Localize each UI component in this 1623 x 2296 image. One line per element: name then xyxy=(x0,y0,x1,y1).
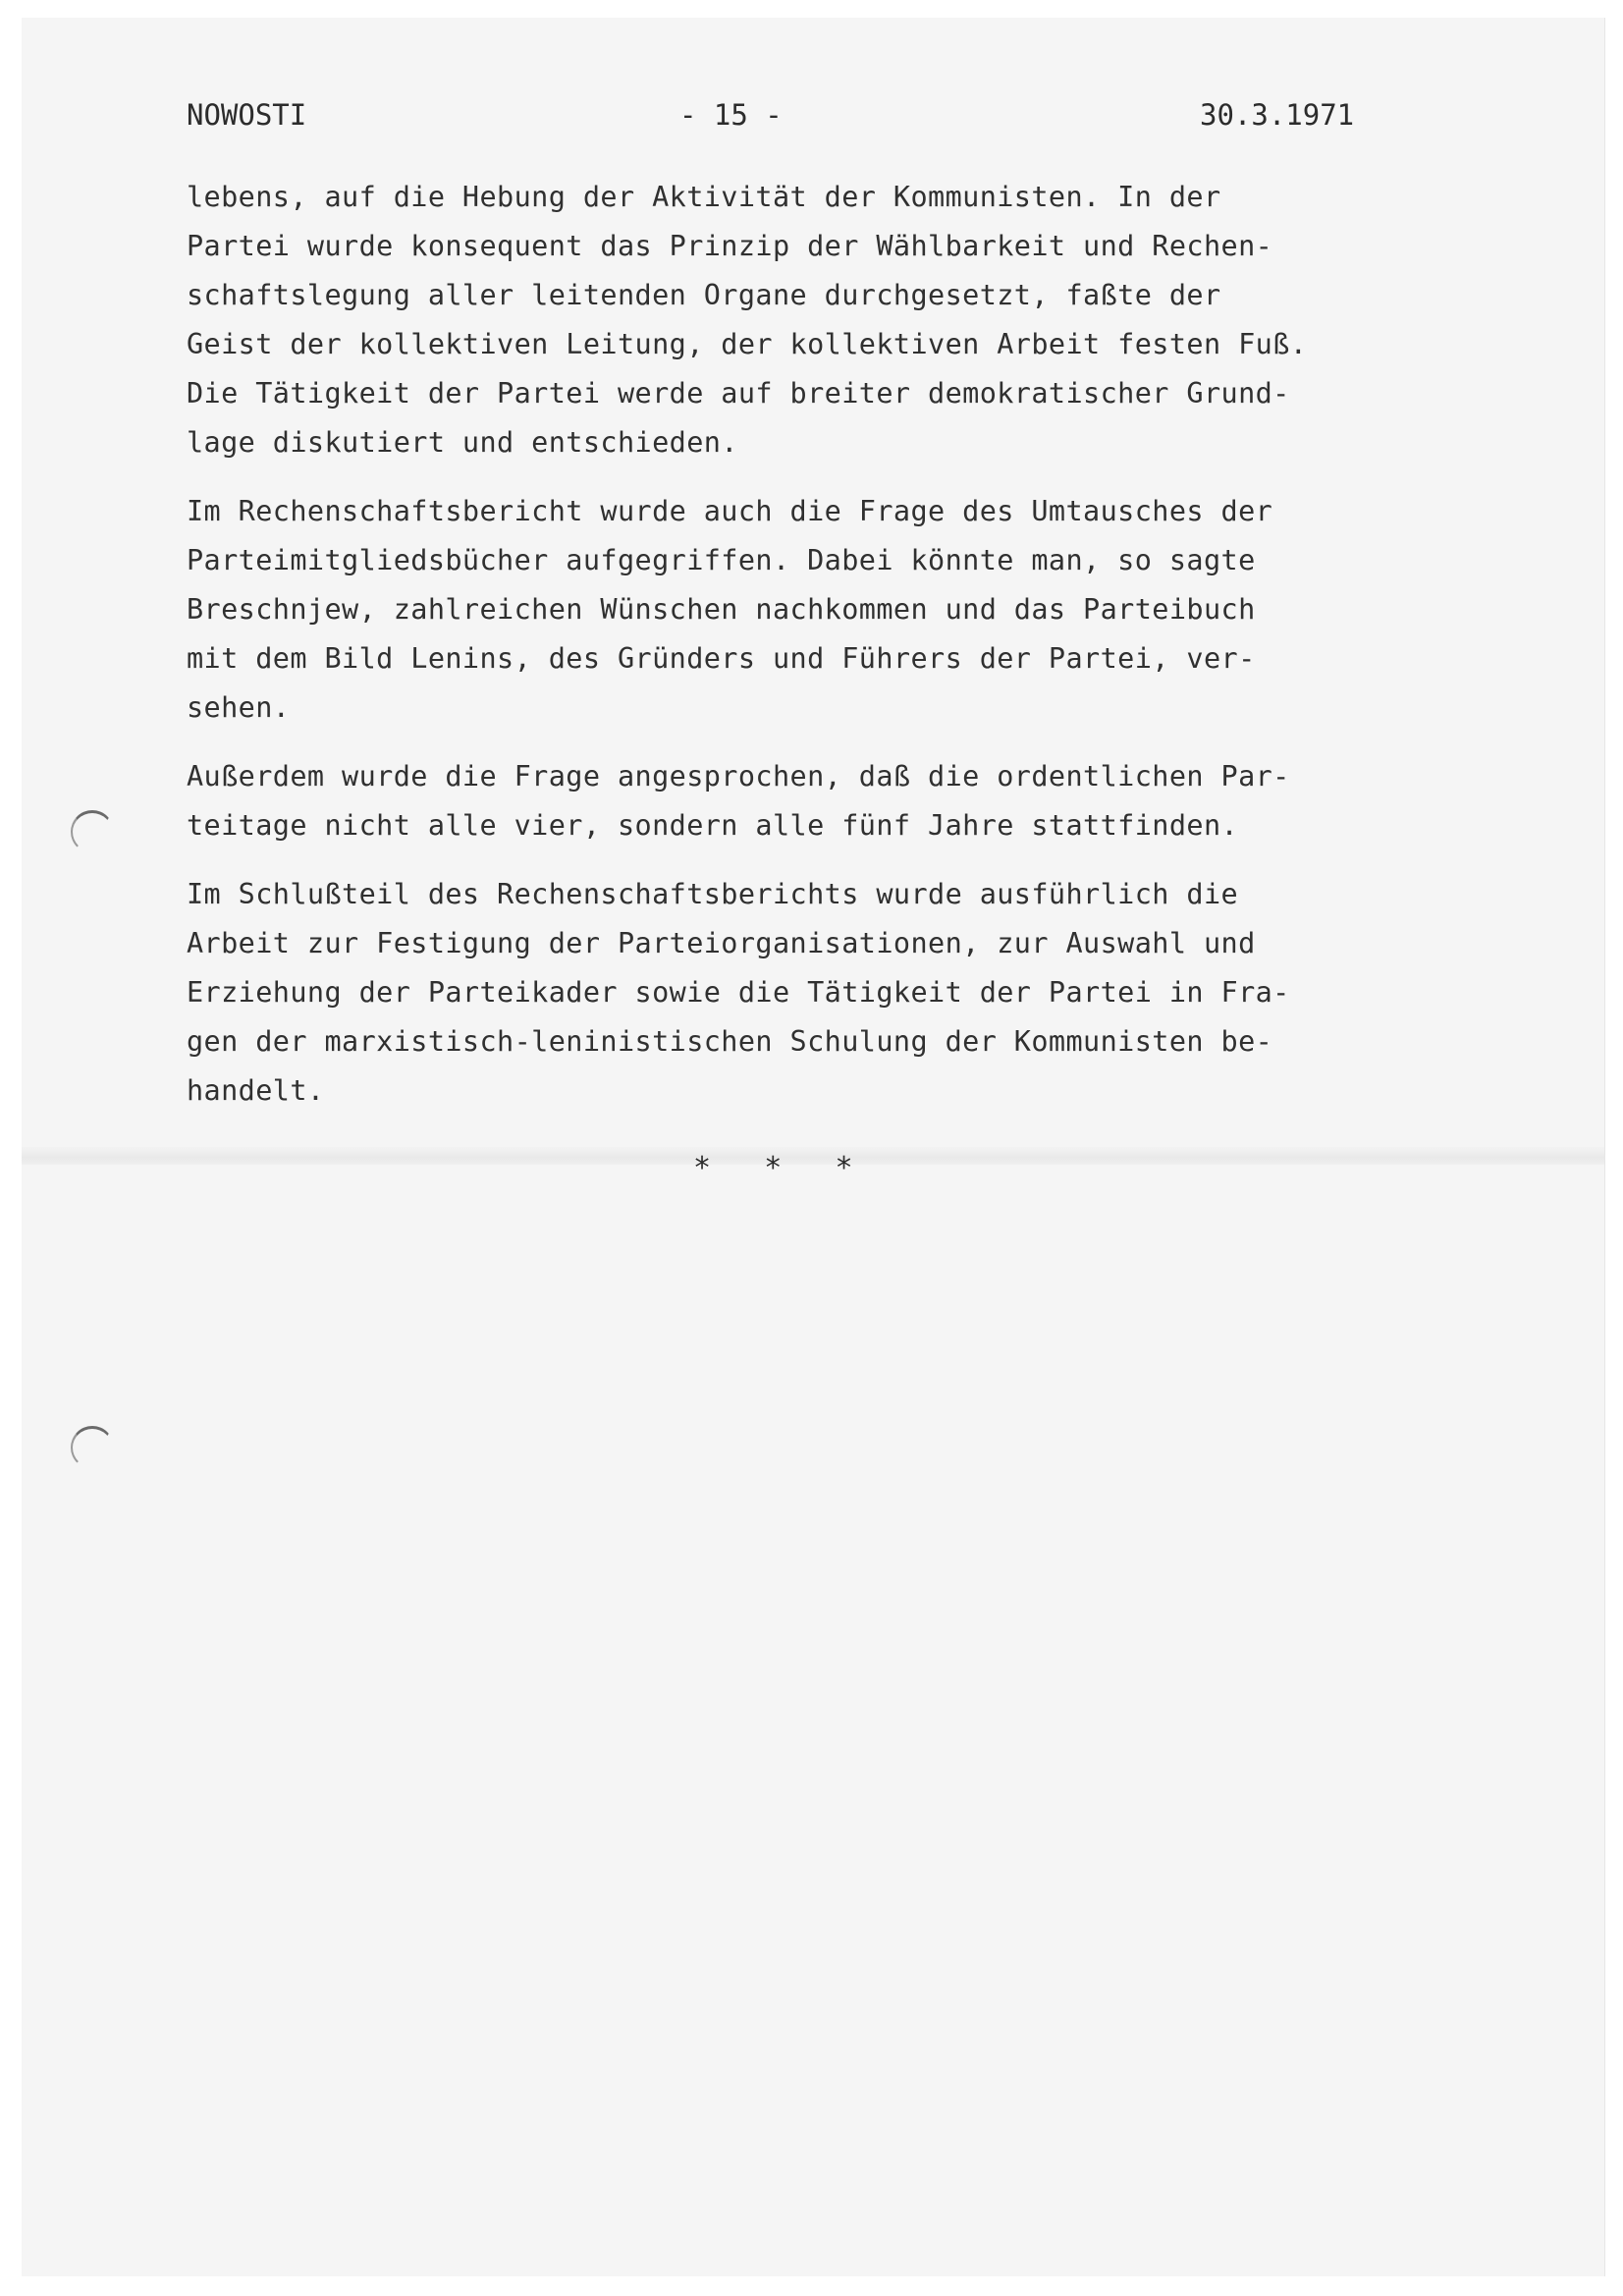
text-line: Geist der kollektiven Leitung, der kollektiven Arbeit festen Fuß. xyxy=(187,328,1308,360)
text-line: lage diskutiert und entschieden. xyxy=(187,426,738,459)
header-page-number: - 15 - xyxy=(679,98,783,132)
text-line: sehen. xyxy=(187,691,291,724)
text-line: Arbeit zur Festigung der Parteiorganisationen, zur Auswahl und xyxy=(187,927,1256,959)
text-line: lebens, auf die Hebung der Aktivität der Kommunisten. In der xyxy=(187,181,1221,213)
header-date: 30.3.1971 xyxy=(1200,98,1355,132)
punch-hole-icon xyxy=(71,1426,114,1469)
text-line: Die Tätigkeit der Partei werde auf breiter demokratischer Grund- xyxy=(187,377,1290,410)
text-line: Parteimitgliedsbücher aufgegriffen. Dabei könnte man, so sagte xyxy=(187,544,1256,576)
text-line: Außerdem wurde die Frage angesprochen, daß die ordentlichen Par- xyxy=(187,760,1290,793)
text-line: schaftslegung aller leitenden Organe durchgesetzt, faßte der xyxy=(187,279,1221,311)
text-line: Erziehung der Parteikader sowie die Tätigkeit der Partei in Fra- xyxy=(187,976,1290,1009)
paragraph xyxy=(187,487,1522,733)
text-line: Im Schlußteil des Rechenschaftsberichts wurde ausführlich die xyxy=(187,878,1239,910)
text-line: teitage nicht alle vier, sondern alle fünf Jahre stattfinden. xyxy=(187,809,1239,842)
section-separator: * * * xyxy=(693,1151,853,1185)
text-line: Partei wurde konsequent das Prinzip der Wählbarkeit und Rechen- xyxy=(187,230,1273,262)
text-line: Im Rechenschaftsbericht wurde auch die Frage des Umtausches der xyxy=(187,495,1273,527)
paragraph xyxy=(187,173,1522,467)
text-line: mit dem Bild Lenins, des Gründers und Führers der Partei, ver- xyxy=(187,642,1256,675)
header-source: NOWOSTI xyxy=(187,98,307,132)
text-line: gen der marxistisch-leninistischen Schulung der Kommunisten be- xyxy=(187,1025,1273,1058)
text-line: handelt. xyxy=(187,1074,325,1107)
punch-hole-icon xyxy=(71,810,114,853)
page-header xyxy=(187,98,1384,142)
document-body xyxy=(187,173,1522,1135)
text-line: Breschnjew, zahlreichen Wünschen nachkommen und das Parteibuch xyxy=(187,593,1256,626)
paragraph xyxy=(187,870,1522,1116)
paragraph xyxy=(187,752,1522,850)
